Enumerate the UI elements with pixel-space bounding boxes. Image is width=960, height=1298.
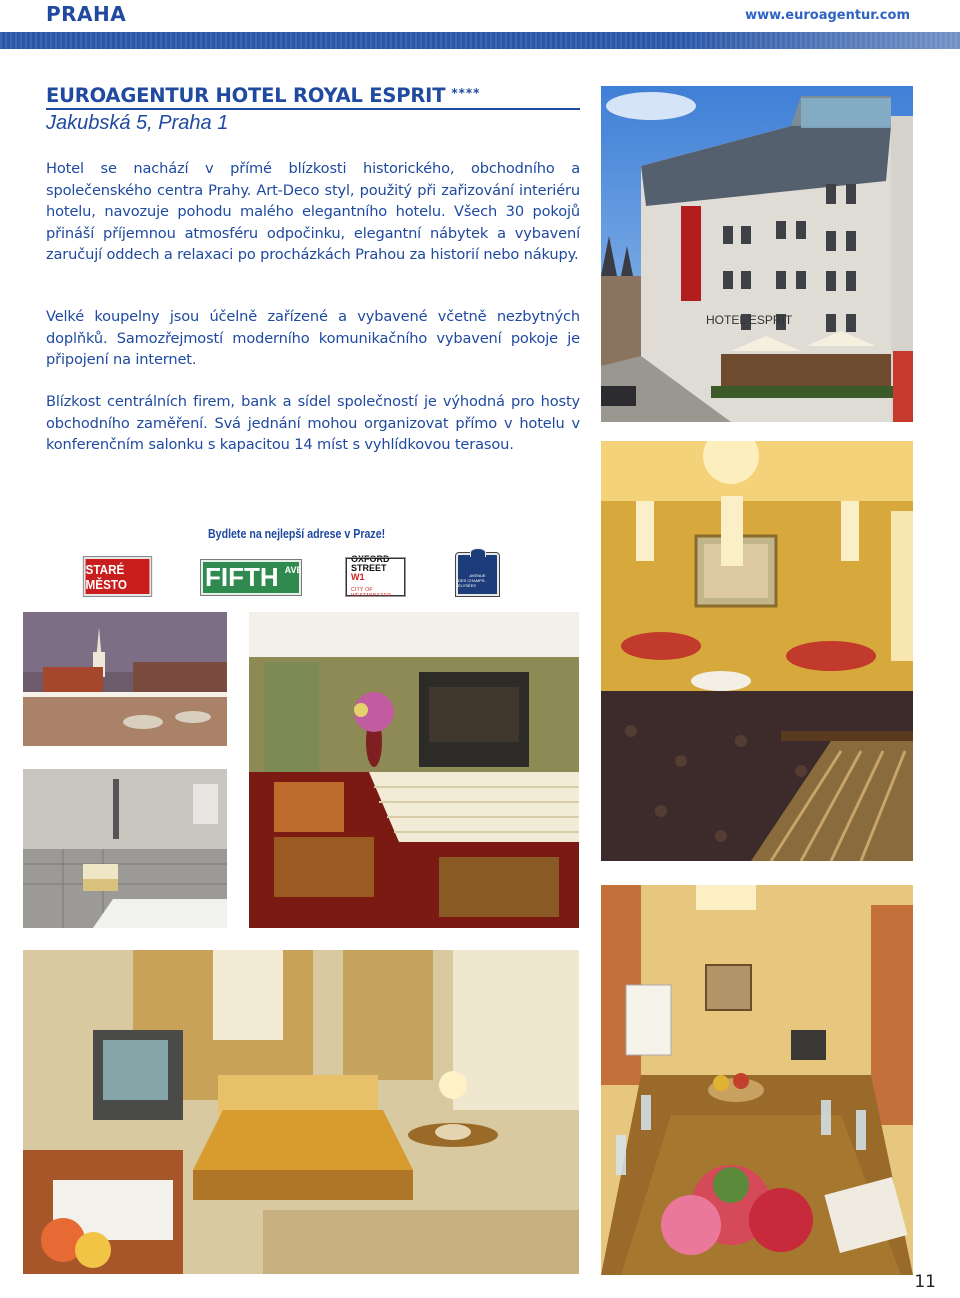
paragraph-intro: Hotel se nachází v přímé blízkosti historického, obchodního a společenského centra Prahy. Art-Deco styl, použitý při zařizování interiéru hotelu, navozuje pohodu malého elegantního hotelu. Všech 30 pokojů přináší příjemnou atmosféru odpočinku, elegantní nábytek a vybavení zaručují oddech a relaxaci po procházkách Prahou za historií nebo nákupy.	[46, 160, 580, 263]
stare-mesto-text: STARÉ MĚSTO	[85, 561, 127, 592]
paris-line1: AVENUE	[469, 573, 486, 578]
header-url-link[interactable]: www.euroagentur.com	[745, 8, 910, 23]
header-band	[0, 32, 960, 49]
hotel-stars: ****	[451, 86, 481, 100]
hotel-address: Jakubská 5, Praha 1	[46, 112, 229, 134]
stare-mesto-sign	[84, 557, 152, 596]
oxford-street-sign	[346, 554, 405, 599]
conference-room-photo	[601, 885, 913, 1275]
page-number: 11	[914, 1272, 936, 1292]
lobby-photo	[249, 612, 579, 928]
fifth-text: FIFTH	[205, 562, 279, 592]
facade-sign-text: HOTEL ESPRIT	[706, 313, 793, 327]
paragraph-bathrooms: Velké koupelny jsou účelně zařízené a vybavené včetně nezbytných doplňků. Samozřejmostí moderního komunikačního vybavení pokoje je připojení na internet.	[46, 308, 580, 368]
paragraph-business: Blízkost centrálních firem, bank a sídel společností je výhodná pro hosty obchodního zaměření. Svá jednání mohou organizovat přímo v hotelu v konferenčním salonku s kapacitou 14 míst s vyhlídkovou terasou.	[46, 393, 580, 453]
title-divider	[46, 108, 580, 110]
paris-line2: DES CHAMPS-ÉLYSÉES	[458, 578, 486, 588]
hotel-title	[46, 84, 580, 107]
slogan: Bydlete na nejlepší adrese v Praze!	[208, 527, 386, 541]
hotel-facade-photo	[601, 86, 913, 422]
bathroom-photo	[23, 769, 227, 928]
w1-text: W1	[351, 572, 365, 582]
champs-elysees-sign	[456, 553, 499, 596]
street-text: STREET	[351, 563, 387, 573]
header-city: PRAHA	[46, 2, 127, 26]
terrace-photo	[23, 612, 227, 746]
oxford-street-line	[351, 564, 400, 582]
fifth-ave-sign	[201, 560, 301, 595]
restaurant-photo	[601, 441, 913, 861]
hotel-name: EUROAGENTUR HOTEL ROYAL ESPRIT	[46, 84, 446, 107]
sign-cap	[470, 548, 486, 557]
oxford-text: OXFORD	[351, 554, 390, 564]
westminster-text: CITY OF WESTMINSTER	[351, 587, 392, 599]
ave-text: AVE	[284, 565, 303, 575]
bedroom-photo	[23, 950, 579, 1274]
